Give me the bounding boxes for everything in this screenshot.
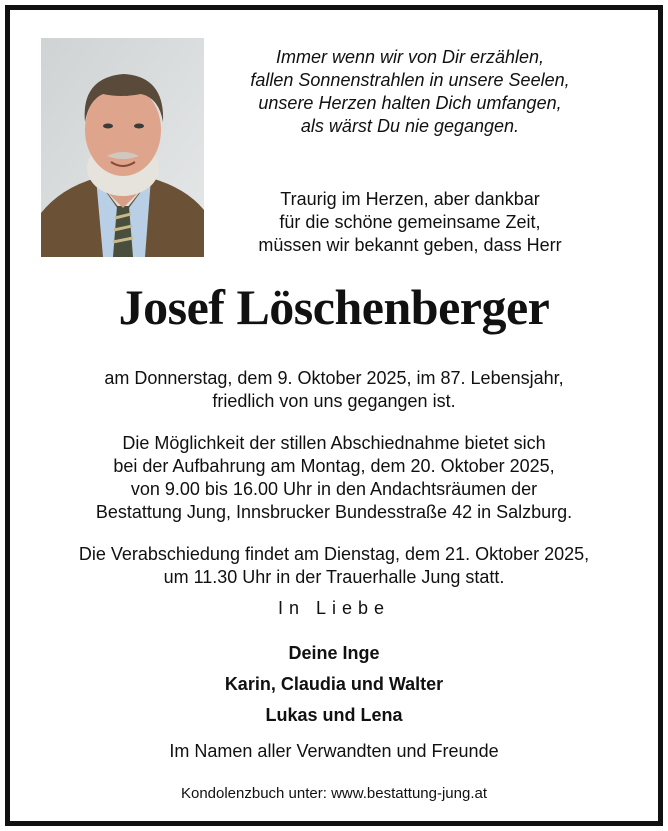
condolence-link[interactable]: Kondolenzbuch unter: www.bestattung-jung.at (180, 785, 488, 802)
viewing-line: bei der Aufbahrung am Montag, dem 20. Oktober 2025, (113, 456, 555, 476)
viewing-line: Die Möglichkeit der stillen Abschiednahme bietet sich (122, 433, 546, 453)
poem-line: unsere Herzen halten Dich umfangen, (258, 93, 562, 113)
death-notice-line: am Donnerstag, dem 9. Oktober 2025, im 87. Lebensjahr, (104, 368, 564, 388)
obituary-frame (5, 5, 663, 826)
signer-line: Lukas und Lena (265, 705, 403, 725)
closing-phrase: In Liebe (277, 598, 391, 618)
viewing-line: von 9.00 bis 16.00 Uhr in den Andachtsräumen der (130, 479, 538, 499)
portrait-photo (41, 38, 204, 257)
signer-line: Deine Inge (288, 643, 380, 663)
poem-line: als wärst Du nie gegangen. (300, 116, 520, 136)
signer-line: Karin, Claudia und Walter (224, 674, 444, 694)
poem-line: fallen Sonnenstrahlen in unsere Seelen, (250, 70, 570, 90)
viewing-info (10, 432, 658, 524)
family-note: Im Namen aller Verwandten und Freunde (169, 741, 499, 761)
farewell-info (10, 543, 658, 589)
intro-text (210, 188, 610, 257)
memorial-poem (210, 46, 610, 138)
viewing-line: Bestattung Jung, Innsbrucker Bundesstraße 42 in Salzburg. (95, 502, 573, 522)
farewell-line: um 11.30 Uhr in der Trauerhalle Jung statt. (163, 567, 505, 587)
intro-line: müssen wir bekannt geben, dass Herr (258, 235, 562, 255)
death-notice (10, 367, 658, 413)
death-notice-line: friedlich von uns gegangen ist. (212, 391, 456, 411)
farewell-line: Die Verabschiedung findet am Dienstag, dem 21. Oktober 2025, (78, 544, 590, 564)
intro-line: Traurig im Herzen, aber dankbar (280, 189, 540, 209)
deceased-name: Josef Löschenberger (118, 279, 550, 335)
signers (10, 638, 658, 731)
poem-line: Immer wenn wir von Dir erzählen, (275, 47, 545, 67)
intro-line: für die schöne gemeinsame Zeit, (279, 212, 541, 232)
portrait-icon (41, 38, 204, 257)
